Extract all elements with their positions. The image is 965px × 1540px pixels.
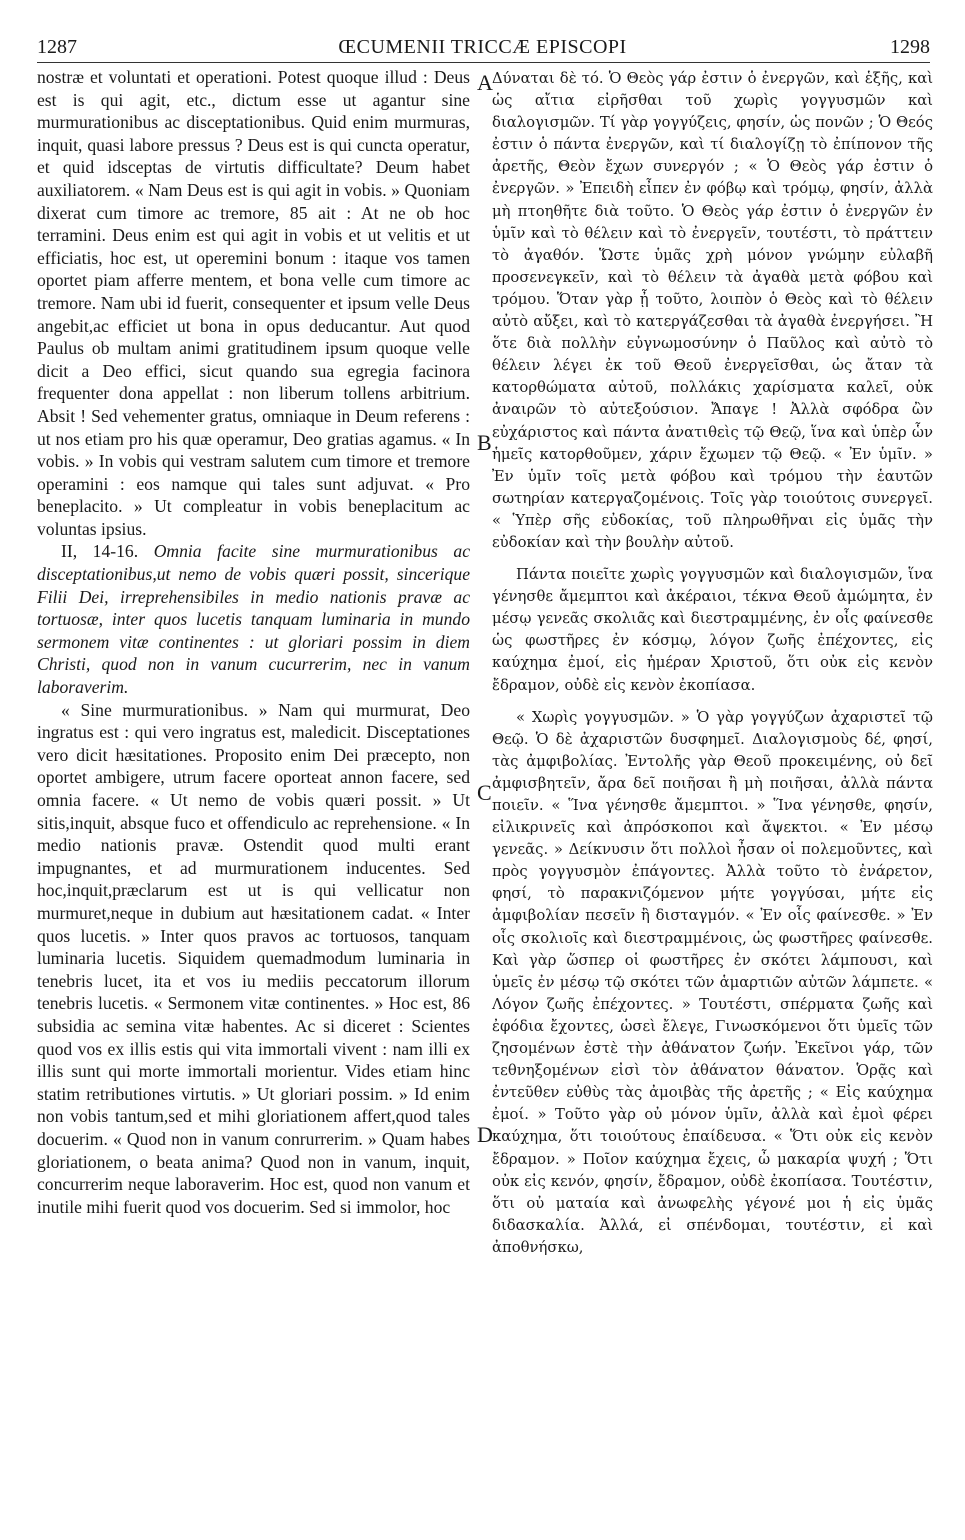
right-page-number: 1298 — [890, 36, 930, 58]
section-marker-d: D — [477, 1122, 493, 1147]
section-marker-c: C — [477, 780, 492, 805]
latin-paragraph-1: nostræ et voluntati et operationi. Potest quoque illud : Deus est is qui agit, etc., dictum esse ut agantur sine murmurationibus ac disceptationibus. Quid enim murmuras, inquit, quasi labore pressus ? Deus est is qui cuncta operatur, et quid idsceptas de virtutis difficultate? Deum habet auxiliatorem. « Nam Deus est is qui agit in vobis. » Quoniam dixerat cum timore ac tremore, 85 ait : At ne ob hoc terramini. Deus enim est qui agit in vobis et ut velitis et ut efficiatis, hoc est, ut operemini bonum : itaque vos tamen oportet piam afferre mentem, et bona velle cum timore ac tremore. Nam ubi id fuerit, consequenter et ipsum velle Deus angebit,ac efficiet ut bona in opus deducantur. Aut quod Paulus ob multam animi gratitudinem ipsum quoque velle dicit a Deo effici, sicut quando sua egregia facinora frequenter dona appellat : non liberum tollens arbitrium. Absit ! Sed vehementer gratus, omniaque in Deum referens : ut nos etiam pro his quæ operamur, Deo gratias agamus. « In vobis. » In vobis qui vestram salutem cum timore et tremore operamini : eos namque qui tales sunt adjuvat. « Pro beneplacito. » Ut compleatur in vobis beneplacitum ac voluntas ipsius. — [37, 67, 470, 539]
left-page-number: 1287 — [37, 36, 77, 58]
verse-text: Omnia facite sine murmurationibus ac disceptationibus,ut nemo de vobis quæri possit, sincerique Filii Dei, irreprehensibiles in medio nationis pravæ ac tortuosæ, inter quos lucetis tanquam luminaria in mundo sermonem vitæ continentes : ut gloriari possim in diem Christi, quod non in vanum cucurrerim, nec in vanum laboraverim. — [37, 541, 470, 698]
latin-paragraph-3: « Sine murmurationibus. » Nam qui murmurat, Deo ingratus est : qui vero ingratus est, maledicit. Disceptationes vero dicit hæsitationes. Proposito enim Dei præcepto, non oportet ambigere, utrum facere oporteat annon facere, sed omnia facere. « Ut nemo de vobis quæri possit. » Ut sitis,inquit, absque fuco et offendiculo ac reprehensione. « In medio nationis pravæ. Ostendit quod multi erant impugnantes, et ad murmurationem inducentes. Sed hoc,inquit,præclarum est ut is qui vellicatur non murmuret,neque in dubium aut hæsitationem cadat. « Inter quos lucetis. » Inter quos pravos ac tortuosos, tanquam luminaria lucetis. Siquidem quemadmodum luminaria in tenebris lucet, ita et vos iu mediis peccatorum illorum tenebris lucetis. « Sermonem vitæ continentes. » Hoc est, 86 subsidia ac semina vitæ habentes. Ac si diceret : Scientes quod vos ex illis estis qui vita immortali vivent : nam illi ex illis sunt qui morte immortali morientur. Vides etiam hinc statim retributiones virtutis. » Ut gloriari possim. » Id enim non vobis tantum,sed et mihi gloriationem affert,quod tales docuerim. « Quod non in vanum conrurrerim. » Quam habes gloriationem, o beata anima? Quod non in vanum, inquit, concurrerim neque laboraverim. Hoc est, quod non vanum et inutile mihi fuerit quod vos docuerim. Sed si immolor, hoc — [37, 699, 470, 1217]
greek-paragraph-1: Δύναται δὲ τό. Ὁ Θεὸς γάρ ἐστιν ὁ ἐνεργῶν, καὶ ἑξῆς, καὶ ὡς αἴτια εἰρῆσθαι τοῦ χωρὶς γογγυσμῶν καὶ διαλογισμῶν. Τί γὰρ γογγύζεις, φησίν, ὡς πονῶν ; Ὁ Θεός ἐστιν ὁ πάντα ἐνεργῶν, καὶ τί διαλογίζῃ τὸ ἐπίπονον τῆς ἀρετῆς, Θεὸν ἔχων συνεργόν ; « Ὁ Θεὸς γάρ ἐστιν ὁ ἐνεργῶν. » Ἐπειδὴ εἶπεν ἐν φόβῳ καὶ τρόμῳ, φησίν, ἀλλὰ μὴ πτοηθῆτε διὰ τοῦτο. Ὁ Θεὸς γάρ ἐστιν ὁ ἐνεργῶν ἐν ὑμῖν καὶ τὸ θέλειν καὶ τὸ ἐνεργεῖν, τουτέστι, τὸ πράττειν τὸ ἀγαθόν. Ὥστε ὑμᾶς χρὴ μόνον γνώμην εὐλαβῆ προσενεγκεῖν, καὶ τὸ θέλειν τὰ ἀγαθὰ μετὰ φόβου καὶ τρόμου. Ὅταν γὰρ ᾖ τοῦτο, λοιπὸν ὁ Θεὸς καὶ τὸ θέλειν αὐτὸ αὔξει, καὶ τὸ κατεργάζεσθαι τὰ ἀγαθὰ ἐνεργήσει. Ἢ ὅτε διὰ πολλὴν εὐγνωμοσύνην ὁ Παῦλος καὶ αὐτὸ τὸ θέλειν λέγει ἐκ τοῦ Θεοῦ ἐνεργεῖσθαι, ὡς ἄταν τὰ κατορθώματα αὐτοῦ, πολλάκις χαρίσματα καλεῖ, οὐκ ἀναιρῶν τὸ αὐτεξούσιον. Ἄπαγε ! Ἀλλὰ σφόδρα ὢν εὐχάριστος καὶ πάντα ἀνατιθεὶς τῷ Θεῷ, ἵνα καὶ ὑπὲρ ὧν ἡμεῖς κατορθοῦμεν, χάριν ἔχωμεν τῷ Θεῷ. « Ἐν ὑμῖν. » Ἐν ὑμῖν τοῖς μετὰ φόβου καὶ τρόμου τὴν ἑαυτῶν σωτηρίαν κατεργαζομένοις. Τοῖς γὰρ τοιούτοις συνεργεῖ. « Ὑπὲρ σῆς εὐδοκίας, τοῦ πληρωθῆναι εἰς ὑμᾶς τὴν εὐδοκίαν καὶ τὴν βουλὴν αὐτοῦ. — [492, 70, 933, 551]
greek-paragraph-2: Πάντα ποιεῖτε χωρὶς γογγυσμῶν καὶ διαλογισμῶν, ἵνα γένησθε ἄμεμπτοι καὶ ἀκέραιοι, τέκνα Θεοῦ ἀμώμητα, ἐν μέσῳ γενεᾶς σκολιᾶς καὶ διεστραμμένης, ἐν οἷς φαίνεσθε ὡς φωστῆρες ἐν κόσμῳ, λόγον ζωῆς ἐπέχοντες, εἰς καύχημα ἐμοί, εἰς ἡμέραν Χριστοῦ, ὅτι οὐκ εἰς κενὸν ἔδραμον, οὐδὲ εἰς κενὸν ἐκοπίασα. — [492, 566, 933, 694]
section-marker-b: B — [477, 430, 492, 455]
greek-column — [492, 68, 933, 1259]
section-marker-a: A — [477, 70, 493, 95]
latin-column — [37, 66, 470, 1218]
latin-paragraph-2 — [37, 540, 470, 698]
verse-reference: II, 14-16. — [61, 541, 139, 562]
page-header — [0, 30, 965, 60]
header-rule — [37, 62, 930, 63]
greek-paragraph-3: « Χωρὶς γογγυσμῶν. » Ὁ γὰρ γογγύζων ἀχαριστεῖ τῷ Θεῷ. Ὁ δὲ ἀχαριστῶν δυσφημεῖ. Διαλογισμοὺς δέ, φησί, τὰς ἀμφιβολίας. Ἐντολῆς γὰρ Θεοῦ προκειμένης, οὐ δεῖ ἀμφισβητεῖν, ἄρα δεῖ ποιῆσαι ἢ μὴ ποιῆσαι, ἀλλὰ πάντα ποιεῖν. « Ἵνα γένησθε ἄμεμπτοι. » Ἵνα γένησθε, φησίν, εἰλικρινεῖς καὶ ἀπρόσκοποι καὶ ἄψεκτοι. « Ἐν μέσῳ γενεᾶς. » Δείκνυσιν ὅτι πολλοὶ ἦσαν οἱ πολεμοῦντες, καὶ πρὸς γογγυσμὸν ἐπάγοντες. Ἀλλὰ τοῦτο τὸ ἐνάρετον, φησί, τὸ παρακνιζόμενον μήτε γογγύσαι, μήτε εἰς ἀμφιβολίαν πεσεῖν ἢ δισταγμόν. « Ἐν οἷς φαίνεσθε. » Ἐν οἷς σκολιοῖς καὶ διεστραμμένοις, ὡς φωστῆρες φαίνεσθε. Καὶ γὰρ ὥσπερ οἱ φωστῆρες ἐν σκότει λάμπουσι, καὶ ὑμεῖς ἐν μέσῳ τῷ σκότει τῶν ἁμαρτιῶν αὐτῶν λάμπετε. « Λόγον ζωῆς ἐπέχοντες. » Τουτέστι, σπέρματα ζωῆς καὶ ἐφόδια ἔχοντες, ὡσεὶ ἔλεγε, Γινωσκόμενοι ὅτι ὑμεῖς τῶν ζησομένων ἐστὲ τὴν ἀθάνατον ζωήν. Ἐκεῖνοι γάρ, τῶν τεθνηξομένων εἰσὶ τὸν ἀθάνατον θάνατον. Ὁρᾷς καὶ ἐντεῦθεν εὐθὺς τὰς ἀμοιβὰς τῆς ἀρετῆς ; « Εἰς καύχημα ἐμοί. » Τοῦτο γὰρ οὐ μόνον ὑμῖν, ἀλλὰ καὶ ἐμοὶ φέρει καύχημα, ὅτι τοιούτους ἐπαίδευσα. « Ὅτι οὐκ εἰς κενὸν ἔδραμον. » Ποῖον καύχημα ἔχεις, ὦ μακαρία ψυχή ; Ὅτι οὐκ εἰς κενόν, φησίν, ἔδραμον, οὐδὲ ἐκοπίασα. Τουτέστιν, ὅτι οὐ ματαία καὶ ἀνωφελὴς γέγονέ μοι ἡ εἰς ὑμᾶς διδασκαλία. Ἀλλά, εἰ σπένδομαι, τουτέστιν, εἰ καὶ ἀποθνήσκω, — [492, 708, 933, 1256]
running-title: ŒCUMENII TRICCÆ EPISCOPI — [338, 36, 627, 58]
